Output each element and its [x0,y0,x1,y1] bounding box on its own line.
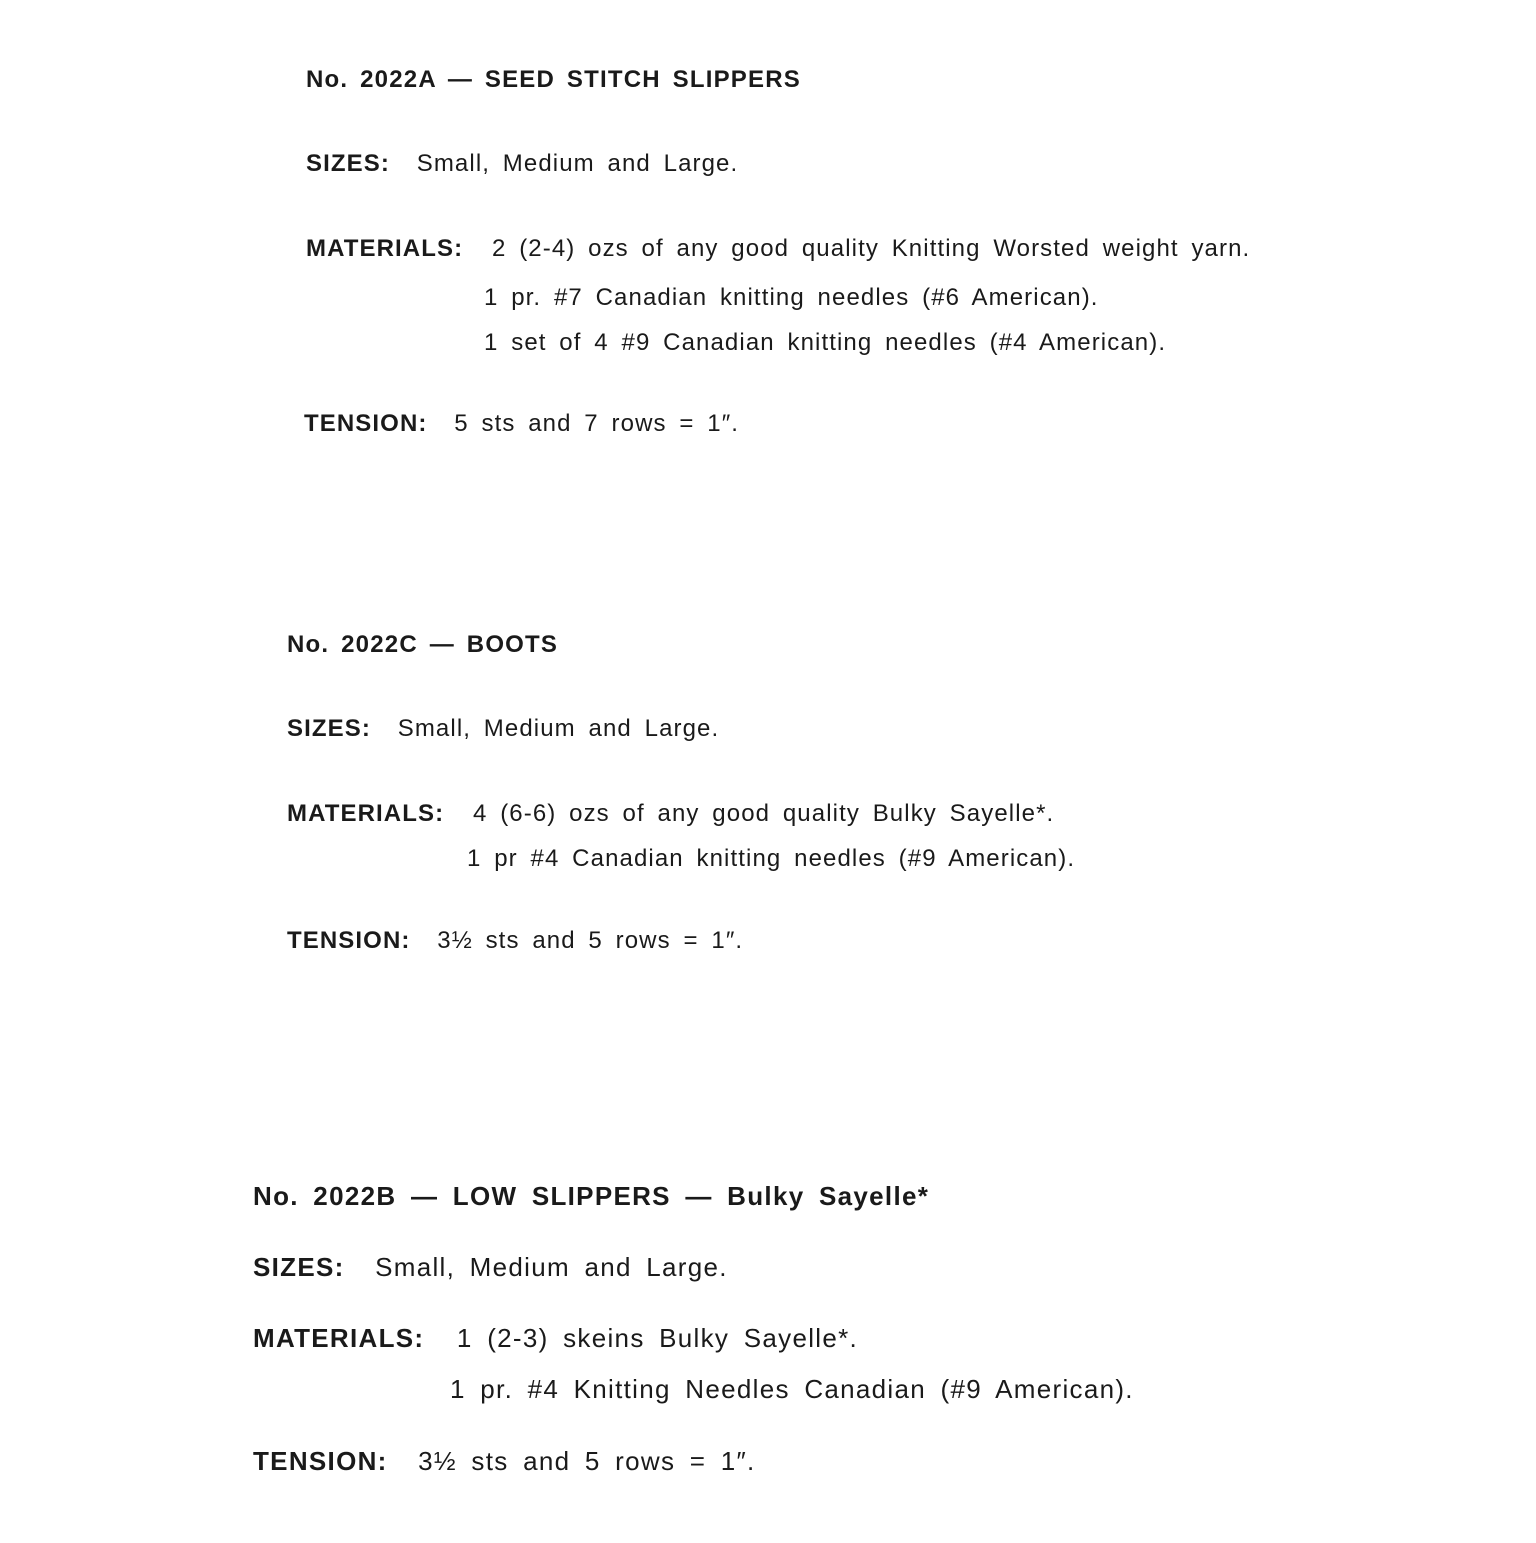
pattern-title: No. 2022B — LOW SLIPPERS — Bulky Sayelle* [253,1181,930,1211]
sizes-label: SIZES: [287,715,371,742]
materials-line: 1 pr. #7 Canadian knitting needles (#6 American). [484,284,1099,311]
sizes-row [306,150,738,178]
materials-line: 4 (6-6) ozs of any good quality Bulky Sayelle*. [472,800,1055,827]
materials-line: 2 (2-4) ozs of any good quality Knitting Worsted weight yarn. [491,235,1251,262]
tension-label: TENSION: [253,1446,388,1476]
sizes-label: SIZES: [253,1252,345,1282]
materials-row [306,235,1250,263]
materials-row [253,1323,858,1354]
materials-line: 1 set of 4 #9 Canadian knitting needles (#4 American). [484,329,1167,356]
tension-row [287,927,743,955]
materials-row [287,800,1054,828]
sizes-row [253,1252,728,1283]
materials-line: 1 pr. #4 Knitting Needles Canadian (#9 American). [450,1374,1134,1404]
tension-row [253,1446,756,1477]
sizes-value: Small, Medium and Large. [375,1252,728,1282]
materials-label: MATERIALS: [287,800,445,827]
tension-label: TENSION: [304,410,428,437]
tension-value: 5 sts and 7 rows = 1″. [454,410,740,437]
pattern-title: No. 2022C — BOOTS [287,631,559,658]
sizes-row [287,715,719,743]
tension-value: 3½ sts and 5 rows = 1″. [418,1446,756,1476]
materials-label: MATERIALS: [253,1323,425,1353]
tension-row [304,410,739,438]
tension-label: TENSION: [287,927,411,954]
materials-line: 1 pr #4 Canadian knitting needles (#9 American). [467,845,1076,872]
pattern-title: No. 2022A — SEED STITCH SLIPPERS [306,66,801,93]
tension-value: 3½ sts and 5 rows = 1″. [437,927,744,954]
materials-line: 1 (2-3) skeins Bulky Sayelle*. [456,1323,859,1353]
sizes-value: Small, Medium and Large. [397,715,720,742]
materials-label: MATERIALS: [306,235,464,262]
sizes-value: Small, Medium and Large. [416,150,739,177]
sizes-label: SIZES: [306,150,390,177]
